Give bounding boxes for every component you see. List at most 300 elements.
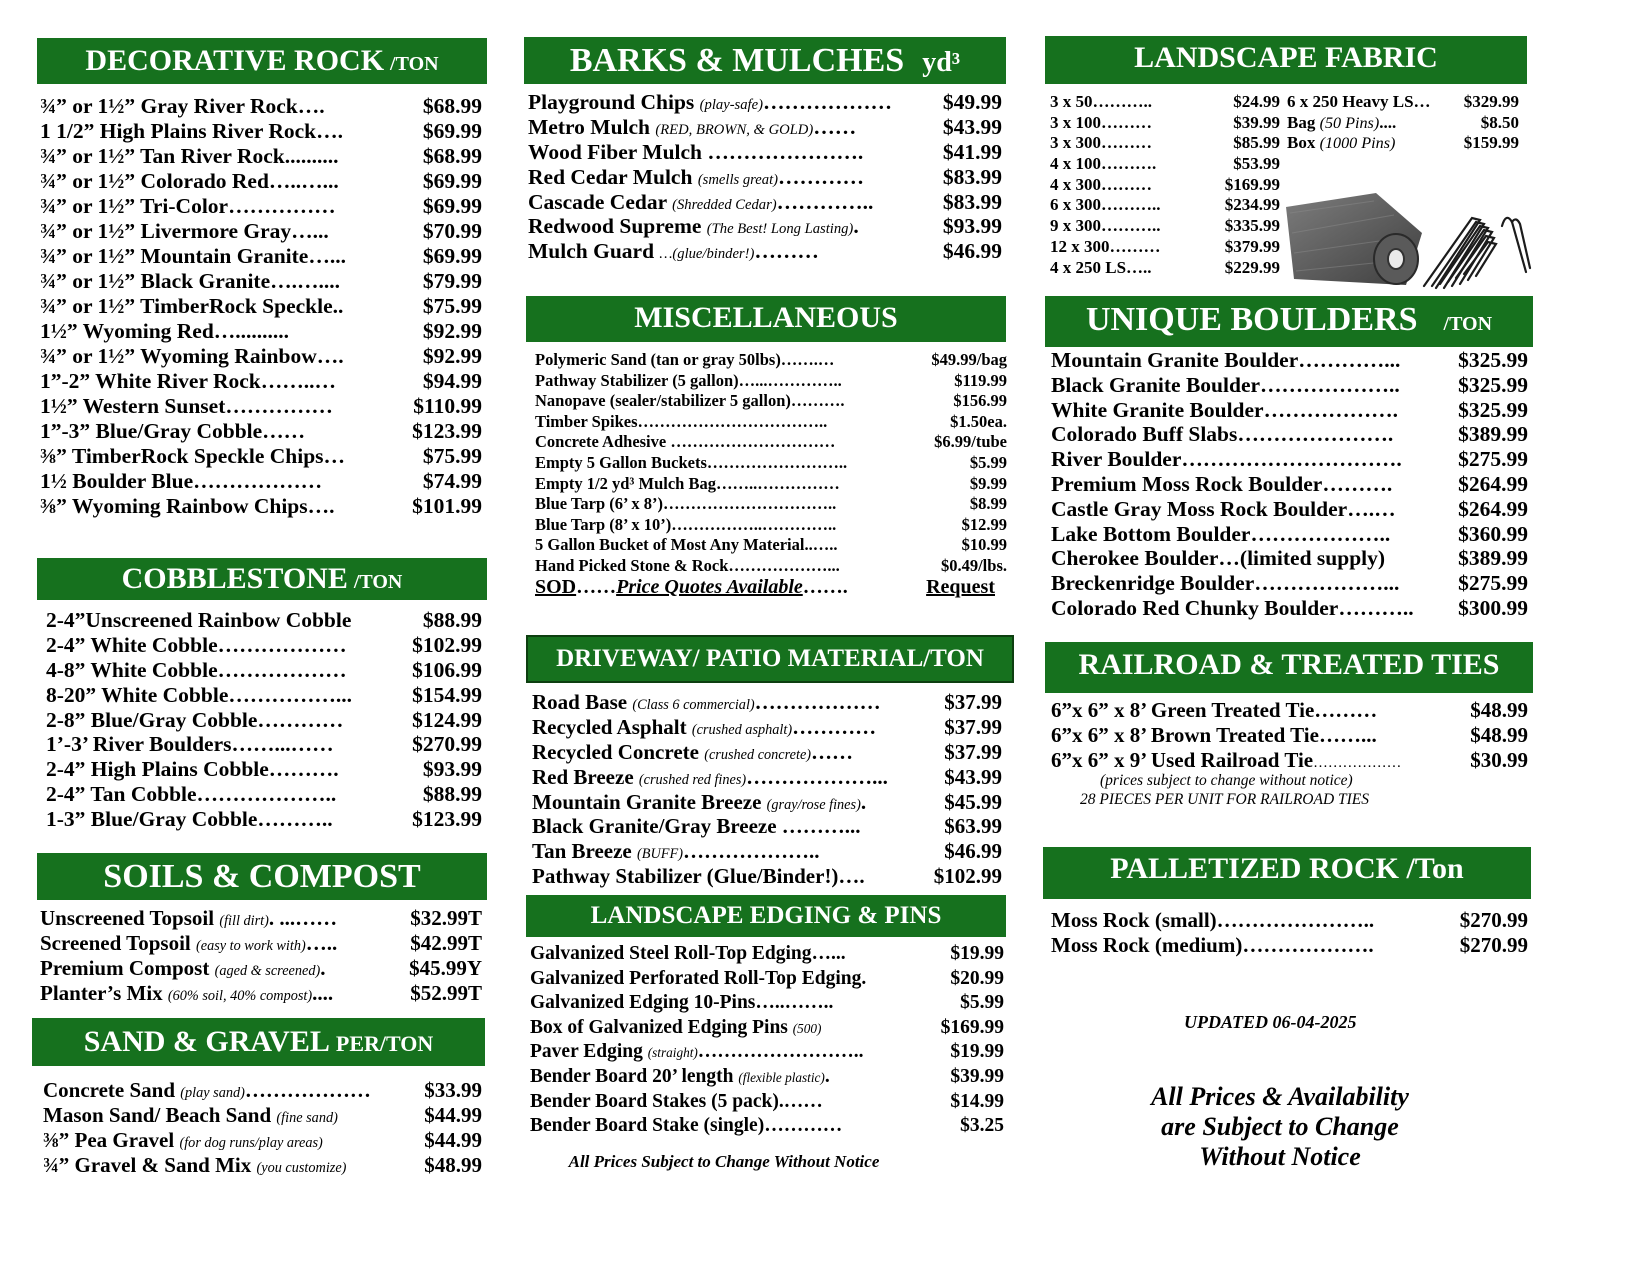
item-price: $48.99	[424, 1153, 482, 1177]
item-name: Pathway Stabilizer (Glue/Binder!)….	[532, 864, 865, 889]
decorative-rock-item	[40, 244, 482, 269]
item-price: $48.99	[1470, 722, 1528, 747]
decorative-rock-item	[40, 269, 482, 294]
item-leader: ………………	[762, 90, 892, 114]
item-name: Concrete Sand	[43, 1078, 176, 1102]
item-price: $275.99	[1458, 571, 1528, 596]
item-price: $119.99	[954, 370, 1007, 390]
item-name: 12 x 300………	[1050, 236, 1161, 256]
item-note: (gray/rose fines)	[766, 796, 861, 813]
decorative-rock-unit: /TON	[390, 53, 439, 75]
item-name: River Boulder………………………….	[1051, 447, 1402, 472]
cobblestone-item	[46, 608, 482, 633]
item-note: (straight)	[647, 1045, 698, 1061]
item-leader: …………	[792, 714, 877, 739]
item-name: Recycled Asphalt	[532, 714, 687, 739]
landscape-pins-image	[1420, 208, 1532, 290]
item-note: (Class 6 commercial)	[632, 697, 755, 713]
item-name: Box	[1287, 133, 1316, 153]
item-price: $37.99	[944, 714, 1002, 739]
item-price: $49.99	[942, 90, 1002, 114]
item-name: Colorado Red Chunky Boulder………..	[1051, 595, 1414, 620]
misc-item	[535, 432, 1007, 453]
railroad-item	[1051, 698, 1528, 723]
soil-item	[40, 981, 482, 1006]
item-name: Red Cedar Mulch	[528, 164, 693, 189]
soils-list	[40, 906, 482, 1006]
item-price: $123.99	[412, 419, 482, 443]
item-note: (BUFF)	[637, 846, 683, 863]
item-price: $1.50ea.	[950, 411, 1007, 431]
item-price: $43.99	[944, 764, 1002, 789]
item-name: ¾” or 1½” Mountain Granite…...	[40, 244, 346, 268]
item-note: (crushed concrete)	[704, 746, 812, 763]
item-price: $8.99	[969, 494, 1007, 514]
decorative-rock-item	[40, 344, 482, 369]
item-name: 4 x 100……….	[1050, 154, 1157, 174]
item-name: ¾” or 1½” Colorado Red…..…...	[40, 169, 339, 193]
item-price: $69.99	[422, 169, 482, 193]
item-leader: . ...……	[268, 906, 338, 930]
decorative-rock-header	[37, 38, 487, 84]
sod-dots-2: …….	[802, 576, 848, 598]
decorative-rock-item	[40, 394, 482, 419]
item-price: $8.50	[1480, 112, 1519, 132]
palletized-item	[1051, 908, 1528, 933]
item-name: Pathway Stabilizer (5 gallon)…...…………..	[535, 370, 842, 390]
item-note: (fill dirt)	[219, 913, 269, 929]
boulder-item	[1051, 447, 1528, 472]
bark-item	[528, 214, 1002, 239]
item-price: $69.99	[422, 194, 482, 218]
item-name: Nanopave (sealer/stabilizer 5 gallon)……….	[535, 391, 845, 411]
item-name: Cascade Cedar	[528, 189, 667, 214]
item-name: Bag	[1287, 112, 1316, 132]
fabric-item	[1050, 258, 1280, 279]
decorative-rock-item	[40, 194, 482, 219]
item-name: Lake Bottom Boulder………………..	[1051, 521, 1391, 546]
cobblestone-header	[37, 558, 487, 600]
updated-date: UPDATED 06-04-2025	[1184, 1012, 1357, 1032]
item-price: $39.99	[1233, 112, 1280, 132]
item-note: (1000 Pins)	[1319, 135, 1396, 153]
item-name: 1’-3’ River Boulders……...……	[46, 732, 334, 757]
cobblestone-list	[46, 608, 482, 832]
item-name: 1 1/2” High Plains River Rock….	[40, 119, 344, 143]
driveway-item	[532, 790, 1002, 815]
item-note: (Shredded Cedar)	[672, 196, 777, 213]
driveway-item	[532, 839, 1002, 864]
misc-list	[535, 350, 1007, 577]
item-name: Castle Gray Moss Rock Boulder….…	[1051, 496, 1396, 521]
edging-footer: All Prices Subject to Change Without Notice	[568, 1152, 880, 1171]
item-price: $300.99	[1458, 595, 1528, 620]
item-price: $14.99	[950, 1090, 1004, 1112]
decorative-rock-item	[40, 294, 482, 319]
palletized-title: PALLETIZED ROCK /Ton	[1110, 852, 1464, 885]
item-name: Galvanized Steel Roll-Top Edging…...	[530, 943, 846, 964]
item-name: 8-20” White Cobble……………...	[46, 682, 352, 707]
boulders-title: UNIQUE BOULDERS	[1085, 301, 1418, 338]
barks-title: BARKS & MULCHES	[569, 42, 905, 79]
soil-item	[40, 931, 482, 956]
item-price: $123.99	[412, 807, 482, 832]
railroad-item	[1051, 748, 1528, 773]
boulders-unit: /TON	[1443, 313, 1493, 335]
sand-gravel-title: SAND & GRAVEL	[83, 1025, 330, 1058]
misc-item	[535, 535, 1007, 556]
cobblestone-item	[46, 683, 482, 708]
item-name: ¾” or 1½” Black Granite….…....	[40, 269, 340, 293]
item-name: 6”x 6” x 9’ Used Railroad Tie	[1051, 747, 1314, 772]
item-leader: .	[853, 214, 859, 239]
cobblestone-item	[46, 658, 482, 683]
item-name: Black Granite Boulder………………..	[1051, 372, 1400, 397]
item-price: $83.99	[942, 164, 1002, 189]
item-name: Playground Chips	[528, 90, 695, 114]
boulder-item	[1051, 422, 1528, 447]
soils-header	[37, 853, 487, 900]
item-leader: ……	[813, 114, 857, 139]
edging-item	[530, 1115, 1004, 1140]
item-name: ¾” or 1½” Tan River Rock..........	[40, 144, 339, 168]
item-name: ⅜” Pea Gravel	[43, 1128, 175, 1152]
item-name: ¾” or 1½” Tri-Color……………	[40, 194, 336, 218]
item-note: (500)	[792, 1020, 822, 1036]
soil-item	[40, 956, 482, 981]
item-name: 9 x 300………..	[1050, 216, 1161, 236]
bark-item	[528, 115, 1002, 140]
boulders-list	[1051, 348, 1528, 621]
sand-gravel-item	[43, 1153, 482, 1178]
bark-item	[528, 90, 1002, 115]
item-price: $69.99	[422, 244, 482, 268]
item-name: 6”x 6” x 8’ Brown Treated Tie……...	[1051, 722, 1377, 747]
item-price: $83.99	[942, 189, 1002, 214]
sod-request-link[interactable]: Request	[926, 576, 995, 598]
item-leader: ……………………..	[697, 1041, 864, 1063]
item-price: $270.99	[1459, 932, 1528, 957]
item-name: Mulch Guard	[528, 239, 655, 264]
item-name: Screened Topsoil	[40, 931, 191, 955]
item-price: $52.99T	[410, 981, 482, 1005]
item-note: (crushed red fines)	[638, 771, 747, 788]
item-price: $124.99	[412, 707, 482, 732]
item-name: Metro Mulch	[528, 114, 650, 139]
palletized-header	[1043, 847, 1531, 899]
item-price: $229.99	[1224, 257, 1280, 277]
item-leader: ………………...	[746, 764, 888, 789]
item-leader: ………………	[754, 690, 881, 714]
railroad-list	[1051, 698, 1528, 772]
sod-row	[535, 576, 995, 599]
item-name: Cherokee Boulder…(limited supply)	[1051, 546, 1386, 571]
item-name: Bender Board Stakes (5 pack).……	[530, 1090, 823, 1112]
item-name: 3 x 50………..	[1050, 92, 1152, 111]
item-price: $329.99	[1463, 92, 1519, 111]
item-note: (flexible plastic)	[738, 1069, 825, 1085]
item-price: $33.99	[424, 1078, 482, 1102]
item-note: (you customize)	[256, 1160, 347, 1176]
fabric-item	[1050, 113, 1280, 134]
item-name: Blue Tarp (8’ x 10’)……………..…………..	[535, 514, 837, 534]
item-name: Hand Picked Stone & Rock………………...	[535, 555, 840, 575]
item-price: $102.99	[933, 864, 1002, 889]
item-price: $12.99	[961, 514, 1007, 534]
item-name: 4-8” White Cobble………………	[46, 657, 347, 682]
item-name: 6 x 250 Heavy LS…	[1287, 92, 1431, 111]
sand-gravel-header	[32, 1018, 485, 1066]
item-price: $169.99	[1224, 174, 1280, 194]
item-price: $41.99	[942, 139, 1002, 164]
misc-item	[535, 371, 1007, 392]
item-leader: ………	[754, 239, 819, 264]
edging-item	[530, 1066, 1004, 1091]
item-price: $5.99	[960, 992, 1004, 1014]
edging-item	[530, 968, 1004, 993]
bark-item	[528, 165, 1002, 190]
decorative-rock-title: DECORATIVE ROCK	[85, 44, 385, 77]
item-price: $234.99	[1224, 195, 1280, 215]
item-note: (RED, BROWN, & GOLD)	[655, 121, 814, 138]
item-name: 6”x 6” x 8’ Green Treated Tie………	[1051, 698, 1378, 722]
item-price: $389.99	[1458, 422, 1528, 447]
item-leader: …..	[305, 931, 338, 955]
railroad-item	[1051, 723, 1528, 748]
item-name: Tan Breeze	[532, 839, 632, 864]
item-note: (fine sand)	[276, 1110, 338, 1126]
item-price: $44.99	[424, 1128, 482, 1152]
item-price: $335.99	[1224, 216, 1280, 236]
sand-gravel-item	[43, 1128, 482, 1153]
item-name: ¾” or 1½” Livermore Gray…...	[40, 219, 329, 243]
driveway-item	[532, 765, 1002, 790]
item-note: (aged & screened)	[214, 963, 321, 979]
item-name: Polymeric Sand (tan or gray 50lbs)…….…	[535, 350, 835, 369]
item-name: 1”-2” White River Rock……..…	[40, 369, 337, 393]
fabric-item	[1050, 175, 1280, 196]
item-name: 2-4” White Cobble………………	[46, 632, 347, 657]
item-price: $30.99	[1470, 747, 1528, 772]
item-name: ¾” or 1½” TimberRock Speckle..	[40, 294, 344, 318]
decorative-rock-item	[40, 369, 482, 394]
item-price: $42.99T	[410, 931, 482, 955]
item-name: Mountain Granite Boulder…………...	[1051, 348, 1401, 372]
item-price: $102.99	[412, 632, 482, 657]
item-price: $9.99	[969, 473, 1007, 493]
sod-label: SOD	[535, 576, 577, 598]
decorative-rock-item	[40, 419, 482, 444]
misc-item	[535, 474, 1007, 495]
driveway-list	[532, 690, 1002, 889]
edging-item	[530, 943, 1004, 968]
driveway-header	[526, 635, 1014, 683]
item-name: Mason Sand/ Beach Sand	[43, 1103, 272, 1127]
cobblestone-item	[46, 757, 482, 782]
item-price: $92.99	[422, 319, 482, 343]
boulder-item	[1051, 596, 1528, 621]
item-price: $389.99	[1458, 546, 1528, 571]
decorative-rock-item	[40, 94, 482, 119]
item-leader: ………...	[781, 814, 861, 839]
item-name: 2-4”Unscreened Rainbow Cobble	[46, 608, 352, 632]
item-name: Moss Rock (medium)……………….	[1051, 932, 1374, 957]
item-name: 1½” Western Sunset……………	[40, 394, 333, 418]
item-leader: ………………..	[682, 839, 820, 864]
item-name: Wood Fiber Mulch	[528, 139, 703, 164]
item-name: 3 x 100………	[1050, 112, 1152, 132]
item-price: $85.99	[1233, 133, 1280, 153]
barks-header	[524, 37, 1006, 84]
fabric-item	[1287, 133, 1519, 154]
palletized-list	[1051, 908, 1528, 958]
item-name: Mountain Granite Breeze	[532, 789, 762, 814]
item-note: (crushed asphalt)	[691, 721, 793, 738]
item-price: $49.99/bag	[931, 350, 1007, 369]
boulders-header	[1045, 296, 1533, 347]
item-name: Recycled Concrete	[532, 739, 699, 764]
item-price: $44.99	[424, 1103, 482, 1127]
item-price: $43.99	[942, 114, 1002, 139]
boulder-item	[1051, 522, 1528, 547]
item-name: 1-3” Blue/Gray Cobble………..	[46, 807, 333, 832]
driveway-item	[532, 740, 1002, 765]
item-name: Empty 5 Gallon Buckets……………………..	[535, 452, 848, 472]
bark-item	[528, 239, 1002, 264]
item-price: $74.99	[422, 469, 482, 493]
boulder-item	[1051, 348, 1528, 373]
item-leader: ....	[1379, 112, 1397, 132]
bark-item	[528, 140, 1002, 165]
item-name: ¾” or 1½” Wyoming Rainbow….	[40, 344, 344, 368]
railroad-note-1: (prices subject to change without notice)	[1100, 772, 1353, 789]
boulder-item	[1051, 373, 1528, 398]
item-price: $88.99	[422, 608, 482, 632]
decorative-rock-item	[40, 469, 482, 494]
item-price: $37.99	[944, 739, 1002, 764]
item-price: $46.99	[944, 839, 1002, 864]
item-price: $45.99	[944, 789, 1002, 814]
misc-item	[535, 453, 1007, 474]
item-price: $32.99T	[410, 906, 482, 930]
cobblestone-unit: /TON	[353, 571, 403, 593]
item-price: $75.99	[422, 294, 482, 318]
item-leader: .	[320, 956, 326, 980]
item-price: $270.99	[412, 732, 482, 757]
item-name: Unscreened Topsoil	[40, 906, 215, 930]
sand-gravel-item	[43, 1103, 482, 1128]
disclaimer-line-2: are Subject to Change	[1161, 1112, 1399, 1141]
item-price: $45.99Y	[409, 956, 482, 980]
item-note: (The Best! Long Lasting)	[706, 221, 854, 238]
driveway-title: DRIVEWAY/ PATIO MATERIAL/TON	[556, 645, 984, 672]
item-name: ¾” Gravel & Sand Mix	[43, 1153, 252, 1177]
decorative-rock-item	[40, 444, 482, 469]
cobblestone-item	[46, 782, 482, 807]
misc-title: MISCELLANEOUS	[634, 301, 898, 334]
item-leader: ………………	[244, 1078, 371, 1102]
edging-list	[530, 943, 1004, 1140]
misc-item	[535, 391, 1007, 412]
item-name: ⅜” TimberRock Speckle Chips…	[40, 444, 346, 468]
item-price: $106.99	[412, 657, 482, 682]
item-price: $325.99	[1458, 397, 1528, 422]
item-leader: …………	[778, 164, 865, 189]
item-name: 4 x 300………	[1050, 174, 1152, 194]
cobblestone-item	[46, 732, 482, 757]
item-price: $325.99	[1458, 348, 1528, 372]
decorative-rock-item	[40, 119, 482, 144]
item-name: Premium Compost	[40, 956, 210, 980]
item-note: (play-safe)	[699, 97, 763, 113]
item-price: $110.99	[413, 394, 482, 418]
item-name: 2-4” High Plains Cobble……….	[46, 757, 339, 782]
item-name: Premium Moss Rock Boulder……….	[1051, 471, 1393, 496]
item-note: …(glue/binder!)	[659, 246, 755, 263]
item-note: (50 Pins)	[1319, 114, 1380, 132]
item-price: $88.99	[422, 782, 482, 807]
driveway-item	[532, 715, 1002, 740]
misc-item	[535, 494, 1007, 515]
edging-item	[530, 1041, 1004, 1066]
decorative-rock-item	[40, 144, 482, 169]
item-name: Concrete Adhesive …………………………	[535, 432, 836, 452]
soils-title: SOILS & COMPOST	[103, 858, 421, 895]
item-price: $70.99	[422, 219, 482, 243]
misc-item	[535, 556, 1007, 577]
cobblestone-item	[46, 807, 482, 832]
item-name: Paver Edging	[530, 1041, 643, 1063]
item-price: $154.99	[412, 682, 482, 707]
item-name: Red Breeze	[532, 764, 634, 789]
item-price: $39.99	[950, 1065, 1004, 1087]
soil-item	[40, 906, 482, 931]
item-name: Bender Board Stake (single)…………	[530, 1115, 843, 1137]
item-price: $379.99	[1224, 236, 1280, 256]
item-name: Black Granite/Gray Breeze	[532, 814, 777, 839]
item-price: $19.99	[950, 943, 1004, 964]
item-price: $156.99	[953, 391, 1007, 411]
item-price: $5.99	[969, 452, 1007, 472]
edging-title: LANDSCAPE EDGING & PINS	[590, 902, 942, 929]
item-name: 5 Gallon Bucket of Most Any Material..…..	[535, 535, 838, 555]
misc-header	[526, 296, 1006, 342]
item-name: Blue Tarp (6’ x 8’)…………………………..	[535, 494, 837, 514]
fabric-roll-image	[1284, 193, 1424, 286]
fabric-item	[1050, 154, 1280, 175]
item-leader: ………………	[1313, 754, 1402, 771]
item-note: (smells great)	[697, 171, 779, 188]
item-price: $37.99	[944, 690, 1002, 714]
fabric-item	[1050, 195, 1280, 216]
item-price: $53.99	[1233, 154, 1280, 174]
item-price: $360.99	[1458, 521, 1528, 546]
item-note: (easy to work with)	[195, 938, 306, 954]
sod-dots: ……	[576, 576, 617, 598]
item-leader: .	[860, 789, 867, 814]
barks-list	[528, 90, 1002, 264]
fabric-item	[1287, 113, 1519, 134]
item-price: $19.99	[950, 1041, 1004, 1063]
item-name: Planter’s Mix	[40, 981, 163, 1005]
edging-item	[530, 992, 1004, 1017]
decorative-rock-item	[40, 319, 482, 344]
fabric-header	[1045, 36, 1527, 84]
item-name: White Granite Boulder……………….	[1051, 397, 1398, 422]
sand-gravel-list	[43, 1078, 482, 1178]
edging-item	[530, 1091, 1004, 1116]
decorative-rock-item	[40, 494, 482, 519]
